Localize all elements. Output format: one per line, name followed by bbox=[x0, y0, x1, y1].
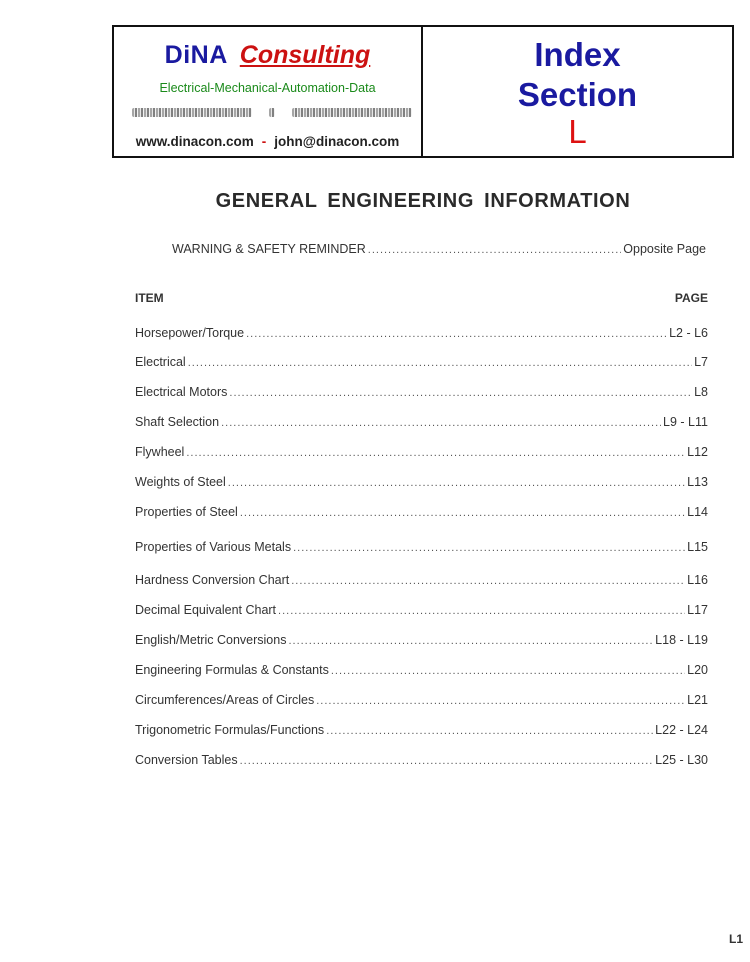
toc-entry-label: Trigonometric Formulas/Functions bbox=[135, 723, 325, 737]
leader-dots bbox=[186, 447, 685, 459]
toc-entry[interactable] bbox=[135, 633, 708, 649]
blurred-scan-strip bbox=[132, 105, 412, 119]
toc-entry[interactable] bbox=[135, 573, 708, 589]
leader-dots bbox=[228, 477, 685, 489]
scan-blob bbox=[132, 108, 252, 117]
toc-entry[interactable] bbox=[135, 326, 708, 342]
leader-dots bbox=[291, 575, 685, 587]
company-logo bbox=[114, 41, 421, 70]
toc-entry-label: Engineering Formulas & Constants bbox=[135, 663, 329, 677]
leader-dots bbox=[229, 387, 692, 399]
toc-entry-label: Circumferences/Areas of Circles bbox=[135, 693, 315, 707]
toc-entry[interactable] bbox=[135, 355, 708, 371]
section-label: Section bbox=[517, 76, 638, 113]
toc-entry-label: Electrical bbox=[135, 355, 186, 369]
leader-dots bbox=[240, 507, 685, 519]
toc-entry-page: L2 - L6 bbox=[669, 326, 708, 340]
leader-dots bbox=[293, 542, 685, 554]
toc-entry-label: Shaft Selection bbox=[135, 415, 220, 429]
toc-entry-page: L21 bbox=[687, 693, 708, 707]
toc-entry[interactable] bbox=[135, 505, 708, 521]
leader-dots bbox=[221, 417, 661, 429]
toc-entry-label: Flywheel bbox=[135, 445, 185, 459]
toc-entry-label: English/Metric Conversions bbox=[135, 633, 287, 647]
warning-page: Opposite Page bbox=[623, 242, 706, 256]
company-info-box bbox=[112, 25, 423, 158]
leader-dots bbox=[288, 635, 653, 647]
toc-entry-page: L12 bbox=[687, 445, 708, 459]
toc-entry-label: Properties of Various Metals bbox=[135, 540, 292, 554]
header-banner bbox=[112, 25, 734, 158]
toc-entry-label: Horsepower/Torque bbox=[135, 326, 245, 340]
toc-entry-page: L13 bbox=[687, 475, 708, 489]
contact-line bbox=[114, 134, 421, 149]
toc-entry[interactable] bbox=[135, 415, 708, 431]
toc-entry-label: Hardness Conversion Chart bbox=[135, 573, 290, 587]
leader-dots bbox=[316, 695, 685, 707]
section-letter: L bbox=[568, 113, 587, 150]
document-title: GENERAL ENGINEERING INFORMATION bbox=[215, 190, 631, 212]
website-link[interactable]: www.dinacon.com bbox=[135, 134, 254, 149]
toc-entry-page: L14 bbox=[687, 505, 708, 519]
page-number: L1 bbox=[729, 932, 744, 946]
brand-name: DiNA bbox=[164, 41, 228, 69]
toc-entry[interactable] bbox=[135, 603, 708, 619]
scan-blob bbox=[269, 108, 275, 117]
company-tagline: Electrical-Mechanical-Automation-Data bbox=[159, 81, 376, 95]
toc-entry-label: Properties of Steel bbox=[135, 505, 238, 519]
contact-separator: - bbox=[261, 134, 267, 149]
leader-dots bbox=[188, 357, 692, 369]
toc-entry-page: L22 - L24 bbox=[655, 723, 708, 737]
toc-entry-page: L9 - L11 bbox=[663, 415, 708, 429]
toc-entry-label: Weights of Steel bbox=[135, 475, 226, 489]
section-index-box bbox=[423, 25, 734, 158]
toc-entry-page: L8 bbox=[694, 385, 708, 399]
toc-entry-label: Electrical Motors bbox=[135, 385, 228, 399]
leader-dots bbox=[246, 328, 667, 340]
toc-entry-page: L7 bbox=[694, 355, 708, 369]
email-link[interactable]: john@dinacon.com bbox=[274, 134, 400, 149]
toc-entry-page: L18 - L19 bbox=[655, 633, 708, 647]
toc-entry-page: L16 bbox=[687, 573, 708, 587]
toc-entry-label: Decimal Equivalent Chart bbox=[135, 603, 277, 617]
warning-label: WARNING & SAFETY REMINDER bbox=[172, 242, 366, 256]
toc-entry[interactable] bbox=[135, 723, 708, 739]
scan-blob bbox=[292, 108, 412, 117]
toc-entry-page: L25 - L30 bbox=[655, 753, 708, 767]
toc-entry-label: Conversion Tables bbox=[135, 753, 238, 767]
toc-entry[interactable] bbox=[135, 540, 708, 556]
toc-entry[interactable] bbox=[135, 445, 708, 461]
toc-entry[interactable] bbox=[135, 475, 708, 491]
toc-entry-page: L20 bbox=[687, 663, 708, 677]
toc-entry-page: L15 bbox=[687, 540, 708, 554]
warning-row[interactable] bbox=[172, 242, 706, 258]
index-label: Index bbox=[534, 36, 621, 73]
toc-entry[interactable] bbox=[135, 693, 708, 709]
brand-consulting: Consulting bbox=[239, 41, 371, 69]
toc-entry[interactable] bbox=[135, 385, 708, 401]
toc-entry[interactable] bbox=[135, 753, 708, 769]
leader-dots bbox=[368, 244, 622, 256]
toc-entry[interactable] bbox=[135, 663, 708, 679]
leader-dots bbox=[331, 665, 685, 677]
leader-dots bbox=[278, 605, 685, 617]
leader-dots bbox=[326, 725, 653, 737]
page-column-header: PAGE bbox=[674, 291, 708, 305]
leader-dots bbox=[240, 755, 654, 767]
toc-entry-page: L17 bbox=[687, 603, 708, 617]
item-column-header: ITEM bbox=[135, 291, 164, 305]
